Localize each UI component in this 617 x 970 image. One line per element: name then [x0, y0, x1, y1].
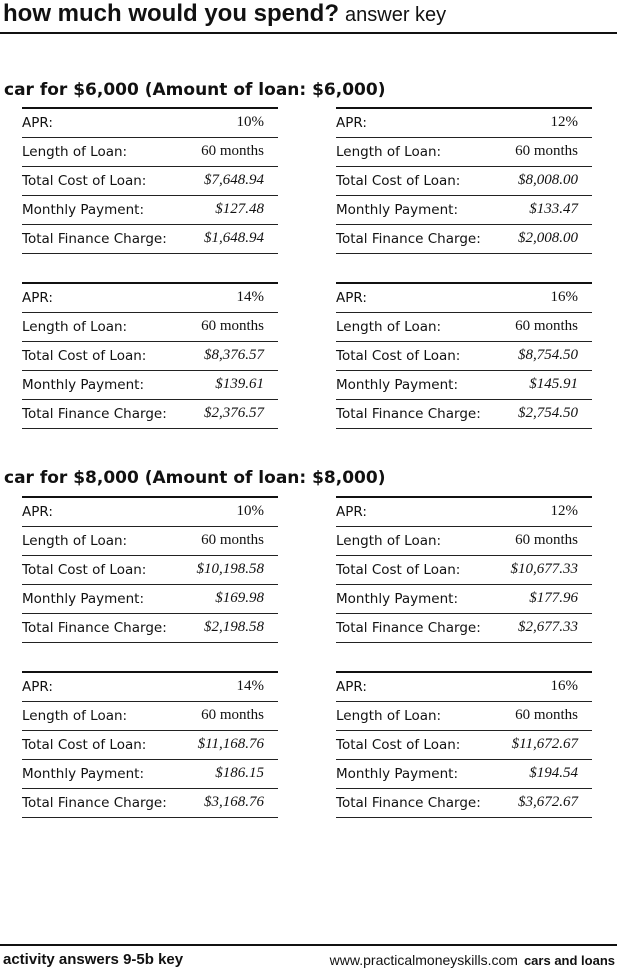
row-value: $10,677.33	[510, 561, 578, 577]
row-label: Length of Loan:	[336, 708, 442, 724]
row-label: Monthly Payment:	[336, 766, 458, 782]
loan-row-finance	[22, 614, 278, 643]
row-label: Length of Loan:	[22, 533, 128, 549]
loan-block	[336, 282, 592, 429]
row-label: Monthly Payment:	[336, 377, 458, 393]
footer-section-label: cars and loans	[523, 953, 615, 968]
row-value: $2,376.57	[204, 405, 264, 421]
loan-row-apr	[22, 284, 278, 313]
row-value: $2,198.58	[204, 619, 264, 635]
loan-row-total-cost	[22, 167, 278, 196]
loan-row-length	[22, 313, 278, 342]
row-value: $8,376.57	[204, 347, 264, 363]
row-label: Monthly Payment:	[22, 377, 144, 393]
loan-row-total-cost	[336, 731, 592, 760]
row-value: 60 months	[201, 143, 264, 159]
row-value: $2,754.50	[518, 405, 578, 421]
section-heading: car for $6,000 (Amount of loan: $6,000)	[4, 80, 386, 100]
row-label: Total Cost of Loan:	[22, 562, 147, 578]
row-value: $145.91	[529, 376, 578, 392]
row-label: APR:	[22, 679, 53, 695]
loan-row-total-cost	[336, 342, 592, 371]
row-value: $194.54	[529, 765, 578, 781]
row-label: Total Finance Charge:	[336, 795, 481, 811]
loan-row-monthly	[22, 196, 278, 225]
loan-row-length	[22, 527, 278, 556]
loan-row-apr	[336, 284, 592, 313]
row-label: Total Finance Charge:	[22, 406, 167, 422]
loan-row-apr	[336, 673, 592, 702]
row-value: 60 months	[201, 318, 264, 334]
row-label: APR:	[336, 290, 367, 306]
row-label: Length of Loan:	[336, 144, 442, 160]
row-value: 10%	[236, 503, 264, 519]
row-label: Monthly Payment:	[336, 591, 458, 607]
footer-url: www.practicalmoneyskills.com	[329, 952, 518, 968]
footer-activity-label: activity answers 9-5b key	[3, 951, 184, 968]
row-label: Monthly Payment:	[22, 202, 144, 218]
loan-row-total-cost	[336, 556, 592, 585]
row-value: 60 months	[201, 707, 264, 723]
loan-row-finance	[22, 789, 278, 818]
row-label: Monthly Payment:	[336, 202, 458, 218]
row-label: APR:	[336, 115, 367, 131]
loan-row-monthly	[22, 371, 278, 400]
row-label: Total Finance Charge:	[336, 231, 481, 247]
loan-block	[336, 107, 592, 254]
title-main: how much would you spend?	[3, 0, 339, 27]
row-value: 16%	[550, 289, 578, 305]
loan-block	[336, 671, 592, 818]
row-value: $186.15	[215, 765, 264, 781]
loan-row-total-cost	[22, 342, 278, 371]
row-value: 60 months	[515, 143, 578, 159]
loan-row-monthly	[336, 585, 592, 614]
loan-row-apr	[336, 109, 592, 138]
row-label: Total Finance Charge:	[336, 620, 481, 636]
row-value: 12%	[550, 503, 578, 519]
loan-row-total-cost	[22, 556, 278, 585]
page-title	[3, 0, 446, 32]
row-value: $8,008.00	[518, 172, 578, 188]
row-label: Monthly Payment:	[22, 766, 144, 782]
row-label: Length of Loan:	[336, 319, 442, 335]
row-value: $169.98	[215, 590, 264, 606]
loan-block	[22, 282, 278, 429]
row-label: Total Finance Charge:	[22, 795, 167, 811]
row-value: $8,754.50	[518, 347, 578, 363]
loan-block	[22, 671, 278, 818]
loan-block	[336, 496, 592, 643]
row-value: $11,168.76	[197, 736, 264, 752]
loan-block	[22, 107, 278, 254]
row-value: $3,672.67	[518, 794, 578, 810]
row-label: Total Cost of Loan:	[22, 348, 147, 364]
row-value: 12%	[550, 114, 578, 130]
loan-row-apr	[22, 109, 278, 138]
loan-row-length	[336, 527, 592, 556]
loan-row-finance	[336, 614, 592, 643]
loan-row-finance	[336, 789, 592, 818]
row-value: 60 months	[201, 532, 264, 548]
row-value: $177.96	[529, 590, 578, 606]
loan-row-monthly	[336, 196, 592, 225]
row-label: APR:	[336, 679, 367, 695]
loan-row-apr	[22, 498, 278, 527]
loan-row-length	[22, 702, 278, 731]
row-value: $7,648.94	[204, 172, 264, 188]
top-rule	[0, 32, 617, 34]
row-label: Total Cost of Loan:	[336, 173, 461, 189]
row-label: Monthly Payment:	[22, 591, 144, 607]
row-value: 60 months	[515, 532, 578, 548]
row-value: 10%	[236, 114, 264, 130]
loan-row-length	[336, 313, 592, 342]
row-label: Length of Loan:	[22, 144, 128, 160]
loan-row-finance	[336, 400, 592, 429]
footer-right	[330, 952, 615, 968]
row-value: 60 months	[515, 318, 578, 334]
row-value: $3,168.76	[204, 794, 264, 810]
row-label: Length of Loan:	[22, 319, 128, 335]
row-label: Length of Loan:	[336, 533, 442, 549]
row-label: Total Finance Charge:	[22, 231, 167, 247]
loan-row-finance	[22, 400, 278, 429]
loan-row-monthly	[336, 760, 592, 789]
row-value: $133.47	[529, 201, 578, 217]
row-value: 16%	[550, 678, 578, 694]
row-value: $11,672.67	[511, 736, 578, 752]
row-value: $2,008.00	[518, 230, 578, 246]
loan-row-finance	[22, 225, 278, 254]
section-heading: car for $8,000 (Amount of loan: $8,000)	[4, 468, 386, 488]
row-label: APR:	[22, 290, 53, 306]
row-value: $10,198.58	[196, 561, 264, 577]
loan-row-total-cost	[336, 167, 592, 196]
loan-block	[22, 496, 278, 643]
row-value: $127.48	[215, 201, 264, 217]
loan-row-apr	[336, 498, 592, 527]
loan-row-monthly	[336, 371, 592, 400]
row-label: Total Cost of Loan:	[336, 562, 461, 578]
loan-row-length	[336, 138, 592, 167]
loan-row-total-cost	[22, 731, 278, 760]
loan-row-monthly	[22, 760, 278, 789]
loan-row-apr	[22, 673, 278, 702]
loan-row-monthly	[22, 585, 278, 614]
row-label: Length of Loan:	[22, 708, 128, 724]
row-label: APR:	[22, 115, 53, 131]
row-label: Total Cost of Loan:	[336, 348, 461, 364]
row-label: Total Cost of Loan:	[22, 173, 147, 189]
row-label: Total Finance Charge:	[336, 406, 481, 422]
footer-rule	[0, 944, 617, 946]
row-label: APR:	[22, 504, 53, 520]
loan-row-finance	[336, 225, 592, 254]
row-label: Total Cost of Loan:	[336, 737, 461, 753]
row-value: $139.61	[215, 376, 264, 392]
row-value: $2,677.33	[518, 619, 578, 635]
row-label: APR:	[336, 504, 367, 520]
row-label: Total Cost of Loan:	[22, 737, 147, 753]
row-value: $1,648.94	[204, 230, 264, 246]
row-value: 60 months	[515, 707, 578, 723]
row-value: 14%	[236, 289, 264, 305]
title-sub: answer key	[345, 4, 447, 26]
loan-row-length	[22, 138, 278, 167]
row-value: 14%	[236, 678, 264, 694]
row-label: Total Finance Charge:	[22, 620, 167, 636]
loan-row-length	[336, 702, 592, 731]
